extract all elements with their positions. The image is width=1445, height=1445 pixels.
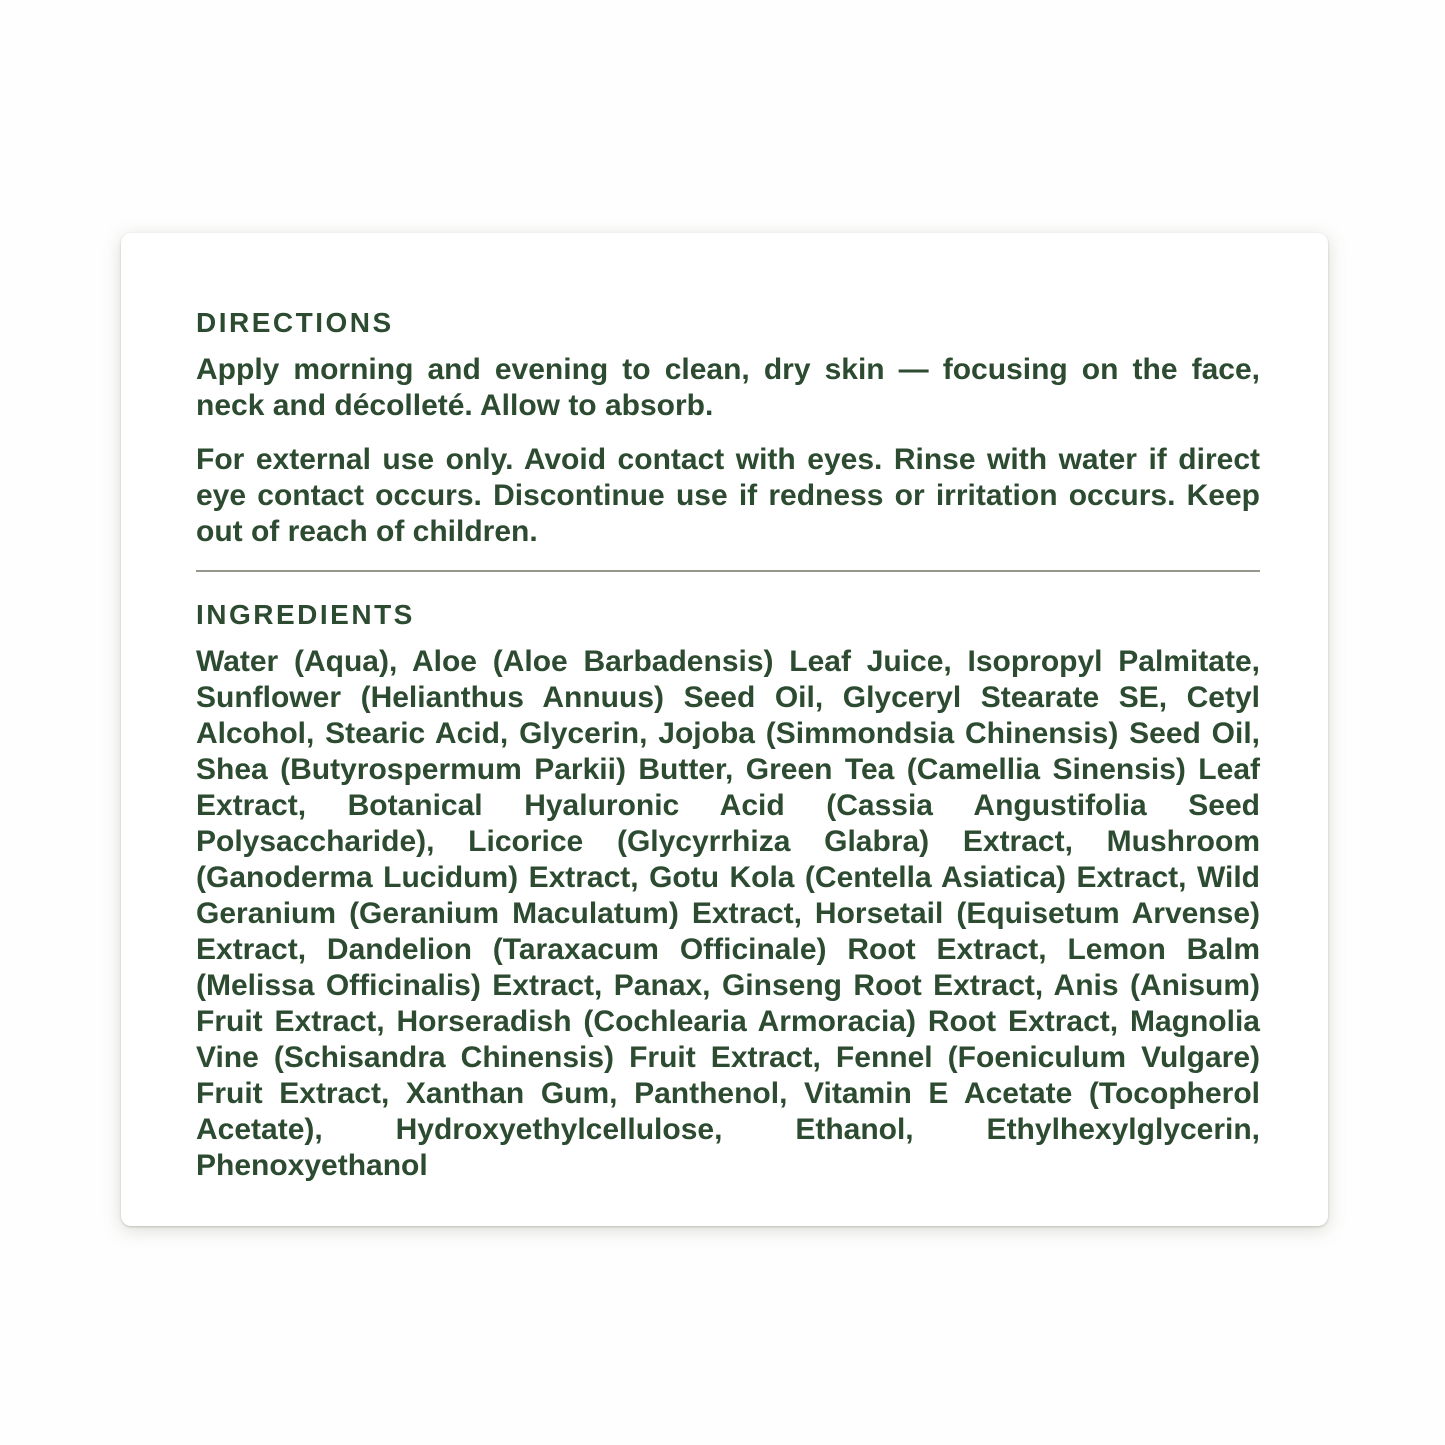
directions-heading: DIRECTIONS	[196, 307, 394, 338]
directions-paragraph-warning: For external use only. Avoid contact with eyes. Rinse with water if direct eye contact occurs. Discontinue use if redness or irritation occurs. Keep out of reach of children.	[196, 443, 1260, 548]
section-divider	[196, 570, 1260, 572]
directions-paragraph-usage: Apply morning and evening to clean, dry skin — focusing on the face, neck and décolleté. Allow to absorb.	[196, 353, 1260, 422]
directions-section	[196, 306, 1260, 550]
label-card	[121, 233, 1328, 1226]
ingredients-section	[196, 598, 1260, 1184]
ingredients-heading: INGREDIENTS	[196, 599, 415, 630]
ingredients-text: Water (Aqua), Aloe (Aloe Barbadensis) Leaf Juice, Isopropyl Palmitate, Sunflower (Helianthus Annuus) Seed Oil, Glyceryl Stearate SE, Cetyl Alcohol, Stearic Acid, Glycerin, Jojoba (Simmondsia Chinensis) Seed Oil, Shea (Butyrospermum Parkii) Butter, Green Tea (Camellia Sinensis) Leaf Extract, Botanical Hyaluronic Acid (Cassia Angustifolia Seed Polysaccharide), Licorice (Glycyrrhiza Glabra) Extract, Mushroom (Ganoderma Lucidum) Extract, Gotu Kola (Centella Asiatica) Extract, Wild Geranium (Geranium Maculatum) Extract, Horsetail (Equisetum Arvense) Extract, Dandelion (Taraxacum Officinale) Root Extract, Lemon Balm (Melissa Officinalis) Extract, Panax, Ginseng Root Extract, Anis (Anisum) Fruit Extract, Horseradish (Cochlearia Armoracia) Root Extract, Magnolia Vine (Schisandra Chinensis) Fruit Extract, Fennel (Foeniculum Vulgare) Fruit Extract, Xanthan Gum, Panthenol, Vitamin E Acetate (Tocopherol Acetate), Hydroxyethylcellulose, Ethanol, Ethylhexylglycerin, Phenoxyethanol	[196, 645, 1260, 1182]
